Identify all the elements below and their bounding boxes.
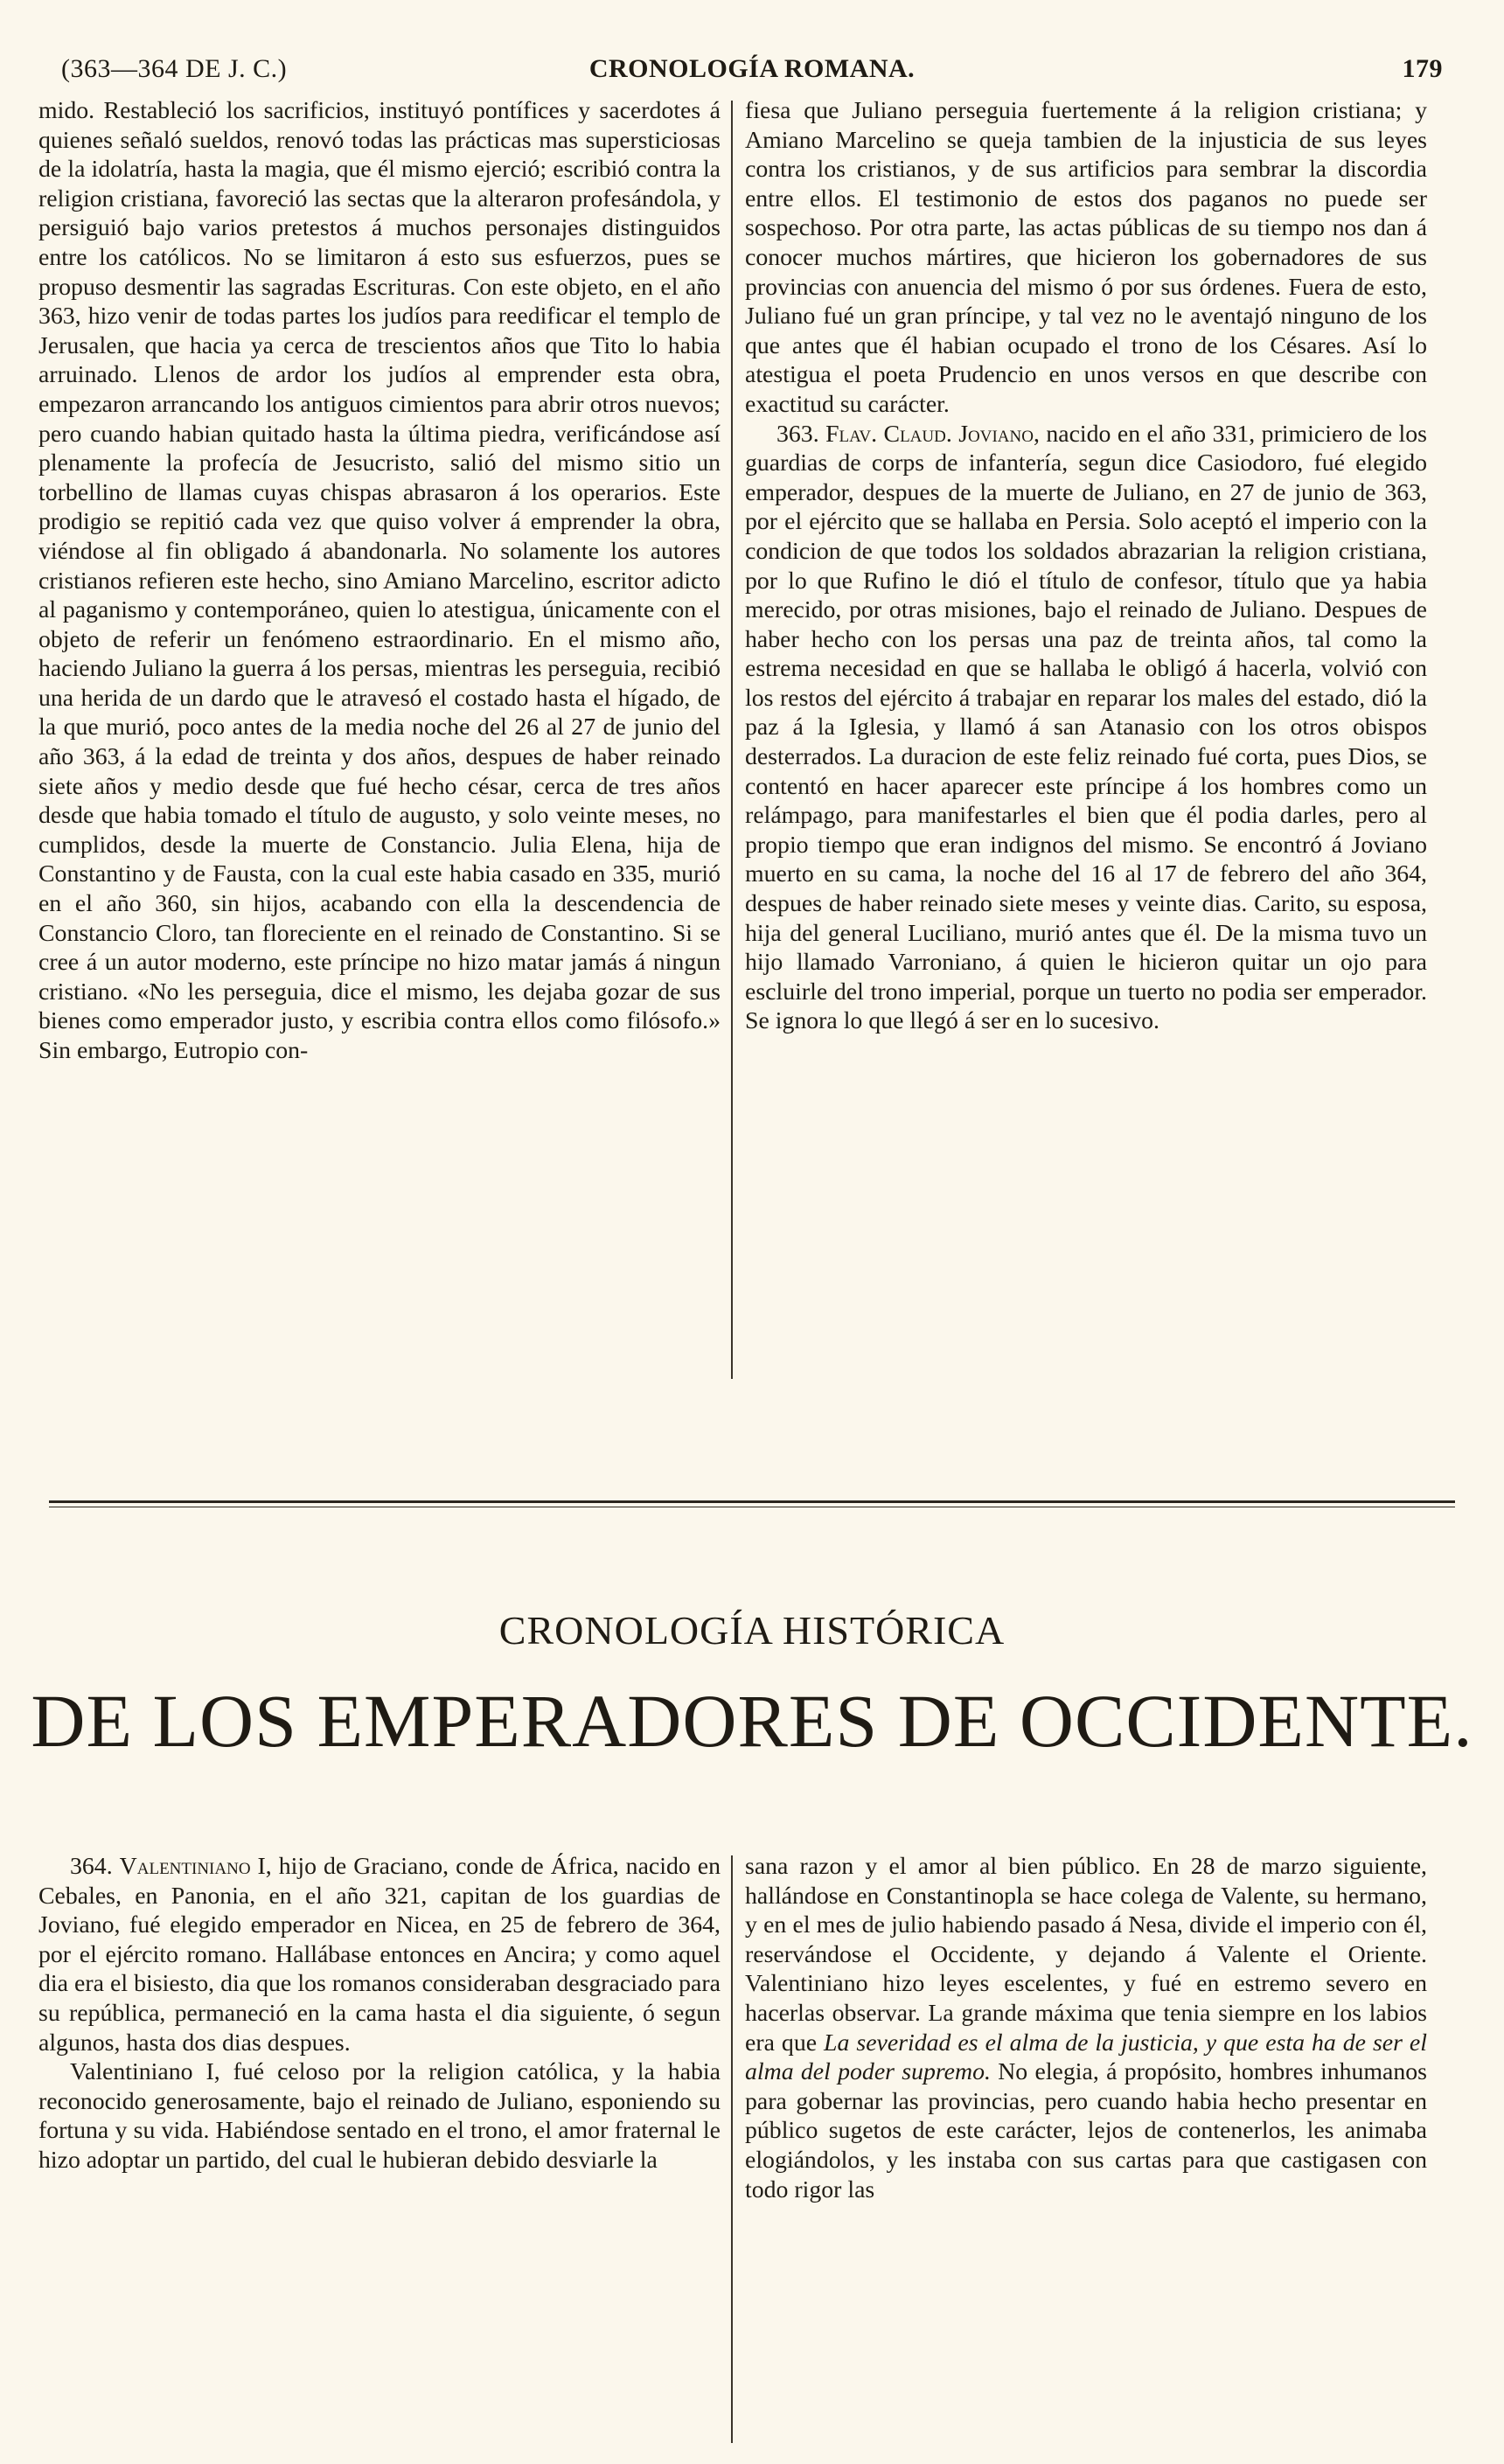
paragraph	[745, 1852, 1427, 2204]
column-divider	[731, 1855, 733, 2443]
paragraph: mido. Restableció los sacrificios, instituyó pontífices y sacerdotes á quienes señaló sueldos, renovó todas las prácticas mas supersticiosas de la idolatría, hasta la magia, que él mismo ejerció; escribió contra la religion cristiana, favoreció las sectas que la alteraron profesándola, y persiguió bajo varios pretestos á muchos personajes distinguidos entre los católicos. No se limitaron á esto sus esfuerzos, pues se propuso desmentir las sagradas Escrituras. Con este objeto, en el año 363, hizo venir de todas partes los judíos para reedificar el templo de Jerusalen, que hacia ya cerca de trescientos años que Tito lo habia arruinado. Llenos de ardor los judíos al emprender esta obra, empezaron arrancando los antiguos cimientos para abrir otros nuevos; pero cuando habian quitado hasta la última piedra, verificándose así plenamente la profecía de Jesucristo, salió del mismo sitio un torbellino de llamas cuyas chispas abrasaron á los operarios. Este prodigio se repitió cada vez que quiso volver á emprender la obra, viéndose al fin obligado á abandonarla. No solamente los autores cristianos refieren este hecho, sino Amiano Marcelino, escritor adicto al paganismo y contemporáneo, quien lo atestigua, únicamente con el objeto de referir un fenómeno estraordinario. En el mismo año, haciendo Juliano la guerra á los persas, mientras les perseguia, recibió una herida de un dardo que le atravesó el costado hasta el hígado, de la que murió, poco antes de la media noche del 26 al 27 de junio del año 363, á la edad de treinta y dos años, despues de haber reinado siete años y medio desde que fué hecho césar, cerca de tres años desde que habia tomado el título de augusto, y solo veinte meses, no cumplidos, desde la muerte de Constancio. Julia Elena, hija de Constantino y de Fausta, con la cual este habia casado en 335, murió en el año 360, sin hijos, acabando con ella la descendencia de Constancio Cloro, tan floreciente en el reinado de Constantino. Si se cree á un autor moderno, este príncipe no hizo matar jamás á ningun cristiano. «No les perseguia, dice el mismo, les dejaba gozar de sus bienes como emperador justo, y escribia contra ellos como filósofo.» Sin embargo, Eutropio con-	[38, 97, 721, 1064]
header-title: CRONOLOGÍA ROMANA.	[588, 54, 916, 83]
paragraph: Valentiniano I, fué celoso por la religion católica, y la habia reconocido generosamente, bajo el reinado de Juliano, esponiendo su fortuna y su vida. Habiéndose sentado en el trono, el amor fraternal le hizo adoptar un partido, del cual le hubieran debido desviarle la	[38, 2058, 721, 2174]
section-title-line-1: CRONOLOGÍA HISTÓRICA	[498, 1608, 1006, 1653]
entry-text: hijo de Graciano, conde de África, nacido en Cebales, en Panonia, en el año 321, capitan de los guardias de Joviano, fué elegido emperador en Nicea, en 25 de febrero de 364, por el ejército romano. Hallábase entonces en Ancira; y como aquel dia era el bisiesto, dia que los romanos consideraban desgraciado para su república, permaneció en la cama hasta el dia siguiente, ó segun algunos, hasta dos dias despues.	[38, 1853, 721, 2057]
page-number: 179	[1402, 54, 1443, 83]
text-before-quote: sana razon y el amor al bien público. En 28 de marzo siguiente, hallándose en Constantinopla se hace colega de Valente, su hermano, y en el mes de julio habiendo pasado á Nesa, divide el imperio con él, reservándose el Occidente, y dejando á Valente el Oriente. Valentiniano hizo leyes escelentes, y fué en estremo severo en hacerlas observar. La grande máxima que tenia siempre en los labios era que	[745, 1853, 1427, 2057]
entry-number: 364.	[70, 1853, 113, 1880]
paragraph-joviano	[745, 420, 1427, 1036]
header-date-range: (363—364 DE J. C.)	[61, 54, 288, 83]
emperor-name: Flav. Claud. Joviano,	[825, 420, 1040, 448]
text-after-quote: No elegia, á propósito, hombres inhumanos para gobernar las provincias, pero cuando habia hecho presentar en público sugetos de este carácter, lejos de contenerlos, les animaba elogiándolos, y les instaba con sus cartas para que castigasen con todo rigor las	[745, 2058, 1427, 2203]
top-left-column	[38, 96, 721, 1066]
bottom-right-column	[745, 1852, 1427, 2204]
section-rule	[49, 1500, 1455, 1503]
bottom-left-column	[38, 1852, 721, 2175]
running-header	[61, 54, 1443, 94]
italic-maxim: La severidad es el alma de la justicia, y que esta ha de ser el alma del poder supremo.	[745, 2029, 1427, 2086]
section-title-line-2: DE LOS EMPERADORES DE OCCIDENTE.	[31, 1679, 1473, 1763]
top-right-column	[745, 96, 1427, 1036]
paragraph: fiesa que Juliano perseguia fuertemente á la religion cristiana; y Amiano Marcelino se queja tambien de la injusticia de sus leyes contra los cristianos, y de sus artificios para sembrar la discordia entre ellos. El testimonio de estos dos paganos no puede ser sospechoso. Por otra parte, las actas públicas de su tiempo nos dan á conocer muchos mártires, que hicieron los gobernadores de sus provincias con anuencia del mismo ó por sus órdenes. Fuera de esto, Juliano fué un gran príncipe, y tal vez no le aventajó ninguno de los que antes que él habian ocupado el trono de los Césares. Así lo atestigua el poeta Prudencio en unos versos en que describe con exactitud su carácter.	[745, 97, 1427, 418]
paragraph-valentiniano	[38, 1852, 721, 2057]
column-divider	[731, 101, 733, 1379]
entry-number: 363.	[776, 420, 819, 448]
emperor-name: Valentiniano I,	[119, 1853, 272, 1880]
entry-text: nacido en el año 331, primiciero de los guardias de corps de infantería, segun dice Casiodoro, fué elegido emperador, despues de la muerte de Juliano, en 27 de junio de 363, por el ejército que se hallaba en Persia. Solo aceptó el imperio con la condicion de que todos los soldados abrazarian la religion cristiana, por lo que Rufino le dió el título de confesor, título que ya habia merecido, por otras misiones, bajo el reinado de Juliano. Despues de haber hecho con los persas una paz de treinta años, tal como la estrema necesidad en que se hallaba le obligó á hacerla, volvió con los restos del ejército á trabajar en reparar los males del estado, dió la paz á la Iglesia, y llamó á san Atanasio con los otros obispos desterrados. La duracion de este feliz reinado fué corta, pues Dios, se contentó en hacer aparecer este príncipe á los hombres como un relámpago, para manifestarles el bien que él podia darles, pero al propio tiempo que eran indignos del mismo. Se encontró á Joviano muerto en su cama, la noche del 16 al 17 de febrero del año 364, despues de haber reinado siete meses y veinte dias. Carito, su esposa, hija del general Luciliano, murió antes que él. De la misma tuvo un hijo llamado Varroniano, á quien le hicieron quitar un ojo para escluirle del trono imperial, porque un tuerto no podia ser emperador. Se ignora lo que llegó á ser en lo sucesivo.	[745, 420, 1427, 1035]
